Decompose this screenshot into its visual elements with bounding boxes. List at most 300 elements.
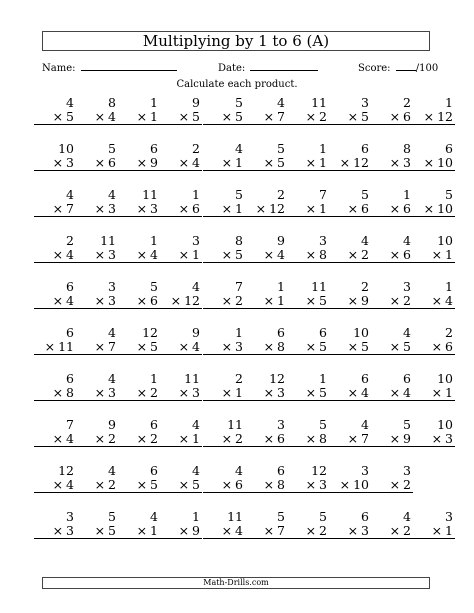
problem-item: [34, 326, 76, 355]
multiply-sign: ×: [94, 523, 106, 538]
multiplier: 7: [277, 109, 285, 124]
problem-item: [118, 464, 160, 493]
multiplier-line: [413, 248, 455, 263]
multiplier: 7: [277, 523, 285, 538]
multiplier-line: [160, 478, 202, 493]
multiply-sign: ×: [423, 201, 435, 216]
multiply-sign: ×: [94, 385, 106, 400]
problem-item: [76, 234, 118, 263]
multiplier: 1: [445, 247, 453, 262]
problem-item: [371, 464, 413, 493]
multiply-sign: ×: [178, 201, 190, 216]
multiplier-line: [371, 156, 413, 171]
problem-item: [160, 142, 202, 171]
multiplicand: 5: [108, 141, 116, 156]
multiply-sign: ×: [136, 201, 148, 216]
multiply-sign: ×: [178, 109, 190, 124]
multiplier-line: [329, 248, 371, 263]
multiply-sign: ×: [52, 109, 64, 124]
multiplier-line: [287, 248, 329, 263]
problem-item: [371, 418, 413, 447]
multiplier-line: [118, 156, 160, 171]
problem-item: [160, 96, 202, 125]
multiplicand: 2: [403, 95, 411, 110]
multiply-sign: ×: [221, 155, 233, 170]
problem-item: [371, 96, 413, 125]
multiplier: 1: [150, 523, 158, 538]
multiplier-line: [160, 248, 202, 263]
multiplier-line: [287, 156, 329, 171]
problem-item: [76, 96, 118, 125]
multiplier: 6: [150, 293, 158, 308]
multiplicand: 4: [361, 417, 369, 432]
multiplicand: 5: [319, 417, 327, 432]
multiplicand: 6: [277, 463, 285, 478]
multiply-sign: ×: [389, 431, 401, 446]
problem-item: [413, 418, 455, 447]
multiplier-line: [203, 340, 245, 355]
multiplier-line: [76, 478, 118, 493]
multiplier: 3: [403, 155, 411, 170]
multiplier-line: [34, 478, 76, 493]
multiply-sign: ×: [431, 293, 443, 308]
problem-item: [160, 510, 202, 539]
multiplicand: 4: [108, 463, 116, 478]
multiply-sign: ×: [389, 109, 401, 124]
problem-item: [371, 326, 413, 355]
multiplicand: 11: [227, 417, 243, 432]
multiply-sign: ×: [339, 477, 351, 492]
multiplicand: 6: [319, 325, 327, 340]
multiplicand: 2: [361, 279, 369, 294]
multiplier: 4: [66, 477, 74, 492]
multiply-sign: ×: [178, 385, 190, 400]
multiply-sign: ×: [94, 293, 106, 308]
multiplier: 5: [361, 109, 369, 124]
multiplicand: 1: [277, 279, 285, 294]
multiplier-line: [371, 294, 413, 309]
multiplier-line: [413, 524, 455, 539]
multiplicand: 1: [319, 141, 327, 156]
problem-item: [203, 510, 245, 539]
multiply-sign: ×: [221, 385, 233, 400]
multiplicand: 10: [353, 325, 369, 340]
multiply-sign: ×: [221, 293, 233, 308]
multiplier-line: [76, 340, 118, 355]
multiplicand: 10: [437, 371, 453, 386]
multiplier: 5: [319, 339, 327, 354]
multiplier: 4: [192, 155, 200, 170]
multiplicand: 5: [150, 279, 158, 294]
multiply-sign: ×: [94, 431, 106, 446]
multiplicand: 12: [142, 325, 158, 340]
problem-item: [329, 280, 371, 309]
multiply-sign: ×: [263, 339, 275, 354]
multiplier-line: [76, 110, 118, 125]
multiplicand: 4: [361, 233, 369, 248]
multiplier: 3: [66, 523, 74, 538]
multiply-sign: ×: [305, 477, 317, 492]
multiplicand: 4: [192, 463, 200, 478]
multiplicand: 9: [192, 325, 200, 340]
multiplier-line: [203, 202, 245, 217]
multiplier: 3: [150, 201, 158, 216]
multiplicand: 6: [403, 371, 411, 386]
problem-item: [76, 510, 118, 539]
problem-item: [413, 96, 455, 125]
multiplicand: 5: [235, 95, 243, 110]
problem-item: [160, 280, 202, 309]
multiplicand: 3: [361, 95, 369, 110]
problem-item: [287, 142, 329, 171]
problem-item: [118, 96, 160, 125]
multiplicand: 4: [277, 95, 285, 110]
problem-item: [118, 326, 160, 355]
multiplier-line: [118, 478, 160, 493]
multiplicand: 8: [403, 141, 411, 156]
problem-item: [245, 142, 287, 171]
multiply-sign: ×: [389, 385, 401, 400]
multiplicand: 6: [150, 141, 158, 156]
multiplicand: 5: [108, 509, 116, 524]
problem-item: [76, 142, 118, 171]
multiplier-line: [413, 156, 455, 171]
multiplier: 2: [319, 109, 327, 124]
problem-item: [34, 372, 76, 401]
multiply-sign: ×: [52, 155, 64, 170]
problem-item: [34, 418, 76, 447]
multiplier-line: [76, 202, 118, 217]
multiplicand: 5: [277, 141, 285, 156]
multiply-sign: ×: [136, 385, 148, 400]
multiplier-line: [245, 156, 287, 171]
multiplier: 1: [277, 293, 285, 308]
multiply-sign: ×: [136, 247, 148, 262]
multiplier: 3: [108, 385, 116, 400]
multiplicand: 3: [445, 509, 453, 524]
multiply-sign: ×: [94, 201, 106, 216]
multiplier-line: [34, 202, 76, 217]
multiplicand: 1: [445, 95, 453, 110]
multiply-sign: ×: [52, 385, 64, 400]
multiplicand: 3: [277, 417, 285, 432]
multiplier: 2: [319, 523, 327, 538]
multiply-sign: ×: [389, 339, 401, 354]
multiplier-line: [371, 248, 413, 263]
multiplier-line: [203, 248, 245, 263]
multiplier: 4: [361, 385, 369, 400]
problem-item: [34, 234, 76, 263]
multiplier-line: [287, 478, 329, 493]
multiplicand: 9: [192, 95, 200, 110]
multiplier: 3: [108, 293, 116, 308]
problem-item: [413, 326, 455, 355]
multiply-sign: ×: [347, 201, 359, 216]
multiplicand: 4: [403, 325, 411, 340]
multiplier-line: [413, 386, 455, 401]
multiplicand: 10: [437, 417, 453, 432]
multiplier-line: [329, 340, 371, 355]
multiplier-line: [287, 386, 329, 401]
multiplier-line: [371, 432, 413, 447]
multiplicand: 2: [277, 187, 285, 202]
problem-item: [34, 464, 76, 493]
multiplier-line: [203, 524, 245, 539]
multiplicand: 6: [361, 141, 369, 156]
multiplicand: 5: [277, 509, 285, 524]
problem-item: [76, 280, 118, 309]
multiplier: 1: [235, 155, 243, 170]
multiply-sign: ×: [136, 293, 148, 308]
multiplier: 3: [319, 477, 327, 492]
multiplier-line: [245, 248, 287, 263]
problem-item: [118, 188, 160, 217]
multiply-sign: ×: [423, 109, 435, 124]
multiplier-line: [160, 524, 202, 539]
multiplier-line: [76, 524, 118, 539]
multiplier: 5: [192, 109, 200, 124]
multiplier: 6: [403, 109, 411, 124]
multiplier: 3: [192, 385, 200, 400]
multiplier-line: [118, 202, 160, 217]
multiplier: 5: [150, 477, 158, 492]
multiply-sign: ×: [347, 431, 359, 446]
name-label: Name:: [42, 63, 76, 74]
multiplier: 10: [437, 155, 453, 170]
worksheet-title: Multiplying by 1 to 6 (A): [42, 31, 430, 51]
multiplier-line: [245, 478, 287, 493]
multiplier: 6: [361, 201, 369, 216]
instructions-text: Calculate each product.: [176, 79, 298, 90]
multiplier: 4: [445, 293, 453, 308]
problem-item: [203, 464, 245, 493]
problem-item: [329, 234, 371, 263]
multiplier: 4: [403, 385, 411, 400]
multiplier-line: [160, 386, 202, 401]
multiplicand: 6: [66, 325, 74, 340]
multiply-sign: ×: [263, 431, 275, 446]
multiplier: 5: [66, 109, 74, 124]
multiply-sign: ×: [136, 155, 148, 170]
multiply-sign: ×: [136, 339, 148, 354]
problem-item: [160, 326, 202, 355]
multiplier-line: [245, 340, 287, 355]
multiplier: 5: [277, 155, 285, 170]
multiplier: 3: [277, 385, 285, 400]
multiplier-line: [203, 478, 245, 493]
score-label: Score:: [358, 63, 391, 74]
problem-item: [329, 418, 371, 447]
multiplier: 4: [192, 339, 200, 354]
multiplier: 8: [66, 385, 74, 400]
multiply-sign: ×: [136, 431, 148, 446]
problem-item: [203, 280, 245, 309]
multiplier-line: [287, 294, 329, 309]
problem-item: [371, 510, 413, 539]
problem-item: [76, 464, 118, 493]
multiplicand: 1: [150, 233, 158, 248]
problem-item: [371, 188, 413, 217]
multiply-sign: ×: [389, 247, 401, 262]
multiplicand: 5: [319, 509, 327, 524]
problem-item: [118, 142, 160, 171]
multiplier: 10: [437, 201, 453, 216]
problem-item: [287, 234, 329, 263]
multiplier: 2: [150, 385, 158, 400]
multiplier: 1: [445, 523, 453, 538]
multiplier-line: [118, 294, 160, 309]
multiplier: 6: [403, 247, 411, 262]
multiplier-line: [34, 156, 76, 171]
multiplicand: 4: [108, 187, 116, 202]
multiplicand: 6: [150, 417, 158, 432]
multiplier-line: [329, 432, 371, 447]
multiplier-line: [245, 524, 287, 539]
multiply-sign: ×: [263, 247, 275, 262]
multiplier: 2: [403, 523, 411, 538]
multiplier-line: [371, 478, 413, 493]
problem-item: [329, 510, 371, 539]
multiplier: 7: [66, 201, 74, 216]
multiply-sign: ×: [221, 109, 233, 124]
multiply-sign: ×: [94, 247, 106, 262]
multiply-sign: ×: [178, 523, 190, 538]
multiply-sign: ×: [178, 431, 190, 446]
multiplicand: 4: [150, 509, 158, 524]
multiplicand: 10: [58, 141, 74, 156]
multiply-sign: ×: [431, 385, 443, 400]
multiplicand: 11: [227, 509, 243, 524]
multiply-sign: ×: [136, 523, 148, 538]
multiplicand: 11: [142, 187, 158, 202]
problem-item: [203, 418, 245, 447]
problem-item: [329, 142, 371, 171]
multiplicand: 6: [361, 509, 369, 524]
multiplier: 12: [437, 109, 453, 124]
multiply-sign: ×: [170, 293, 182, 308]
multiplier: 9: [150, 155, 158, 170]
multiplicand: 7: [319, 187, 327, 202]
multiplier-line: [245, 386, 287, 401]
multiplier-line: [160, 432, 202, 447]
multiplier: 11: [58, 339, 74, 354]
multiplicand: 1: [235, 325, 243, 340]
multiply-sign: ×: [94, 477, 106, 492]
multiplicand: 5: [403, 417, 411, 432]
multiplicand: 3: [403, 463, 411, 478]
multiplier-line: [203, 386, 245, 401]
multiplicand: 3: [403, 279, 411, 294]
multiplicand: 4: [403, 509, 411, 524]
multiply-sign: ×: [431, 523, 443, 538]
multiplier: 1: [235, 385, 243, 400]
multiplier-line: [203, 432, 245, 447]
multiply-sign: ×: [347, 109, 359, 124]
multiplier-line: [245, 294, 287, 309]
problem-item: [371, 372, 413, 401]
multiplier-line: [118, 248, 160, 263]
multiplicand: 8: [108, 95, 116, 110]
multiplier-line: [329, 524, 371, 539]
multiply-sign: ×: [305, 155, 317, 170]
multiplier: 5: [235, 247, 243, 262]
problem-item: [245, 188, 287, 217]
problem-item: [329, 188, 371, 217]
multiply-sign: ×: [347, 385, 359, 400]
multiplier: 6: [445, 339, 453, 354]
multiply-sign: ×: [44, 339, 56, 354]
problem-item: [76, 418, 118, 447]
multiply-sign: ×: [431, 431, 443, 446]
multiplier-line: [76, 432, 118, 447]
problem-item: [329, 464, 371, 493]
multiplier: 4: [66, 293, 74, 308]
problem-item: [287, 326, 329, 355]
multiply-sign: ×: [347, 247, 359, 262]
footer-site-name: Math-Drills.com: [42, 577, 430, 589]
multiplicand: 4: [66, 95, 74, 110]
multiplicand: 1: [403, 187, 411, 202]
multiply-sign: ×: [305, 385, 317, 400]
multiplier-line: [118, 340, 160, 355]
multiplier-line: [118, 386, 160, 401]
multiplicand: 1: [192, 187, 200, 202]
multiplier-line: [76, 294, 118, 309]
problem-item: [118, 510, 160, 539]
multiply-sign: ×: [305, 523, 317, 538]
problem-item: [203, 326, 245, 355]
multiply-sign: ×: [178, 155, 190, 170]
multiplier: 8: [319, 431, 327, 446]
problem-item: [203, 96, 245, 125]
multiplicand: 4: [108, 371, 116, 386]
problem-item: [118, 280, 160, 309]
multiplier-line: [160, 110, 202, 125]
multiplicand: 6: [445, 141, 453, 156]
multiplicand: 11: [311, 95, 327, 110]
problem-item: [34, 96, 76, 125]
problem-item: [287, 280, 329, 309]
multiplier-line: [245, 110, 287, 125]
multiply-sign: ×: [305, 293, 317, 308]
multiply-sign: ×: [52, 201, 64, 216]
multiplier-line: [203, 110, 245, 125]
multiply-sign: ×: [347, 339, 359, 354]
multiplier: 12: [353, 155, 369, 170]
problem-item: [329, 326, 371, 355]
multiplicand: 6: [150, 463, 158, 478]
multiply-sign: ×: [221, 201, 233, 216]
multiplicand: 11: [100, 233, 116, 248]
multiplier-line: [76, 156, 118, 171]
multiplier: 9: [403, 431, 411, 446]
multiplier-line: [287, 110, 329, 125]
multiply-sign: ×: [389, 523, 401, 538]
multiply-sign: ×: [389, 477, 401, 492]
multiply-sign: ×: [52, 523, 64, 538]
multiplier: 6: [277, 431, 285, 446]
problem-item: [245, 280, 287, 309]
multiplier-line: [34, 432, 76, 447]
problem-item: [245, 96, 287, 125]
multiplier-line: [118, 432, 160, 447]
multiplicand: 8: [235, 233, 243, 248]
multiply-sign: ×: [178, 247, 190, 262]
multiplicand: 12: [58, 463, 74, 478]
multiplicand: 3: [361, 463, 369, 478]
score-suffix: /100: [415, 63, 439, 74]
multiplicand: 4: [235, 463, 243, 478]
